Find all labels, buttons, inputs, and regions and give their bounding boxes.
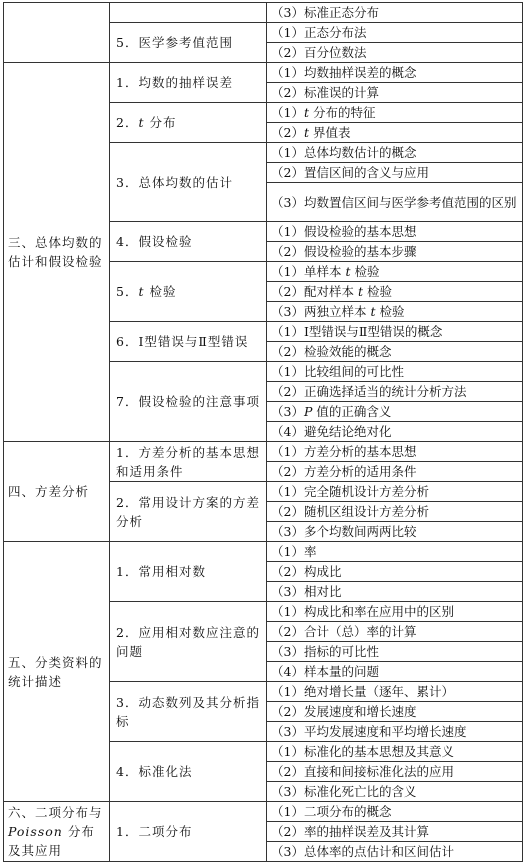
point-cell-italic: t: [303, 125, 309, 140]
topic-cell: [110, 3, 267, 23]
point-cell: [267, 402, 523, 422]
point-cell-prefix: （3）两独立样本: [271, 304, 371, 319]
point-cell: （1）方差分析的基本思想: [267, 442, 523, 462]
point-cell-italic: t: [345, 264, 351, 279]
point-cell: （1）率: [267, 542, 523, 562]
point-cell: [267, 103, 523, 123]
topic-cell-prefix: 2．: [116, 115, 139, 130]
point-cell: （2）率的抽样误差及其计算: [267, 822, 523, 842]
point-cell: （1）假设检验的基本思想: [267, 222, 523, 242]
point-cell: （2）检验效能的概念: [267, 342, 523, 362]
point-cell: （4）避免结论绝对化: [267, 422, 523, 442]
topic-cell-italic: t: [138, 284, 145, 299]
topic-cell: 1．常用相对数: [110, 542, 267, 602]
point-cell: （2）随机区组设计方差分析: [267, 502, 523, 522]
point-cell: （3）总体率的点估计和区间估计: [267, 842, 523, 862]
point-cell: （1）绝对增长量（逐年、累计）: [267, 682, 523, 702]
point-cell: （3）平均发展速度和平均增长速度: [267, 722, 523, 742]
point-cell: （1）二项分布的概念: [267, 802, 523, 822]
point-cell: （4）样本量的问题: [267, 662, 523, 682]
topic-cell: 4．标准化法: [110, 742, 267, 802]
unit-cell: [4, 3, 110, 63]
topic-cell: 2．应用相对数应注意的问题: [110, 602, 267, 682]
unit-cell: 五、分类资料的统计描述: [4, 542, 110, 802]
topic-cell: 2．常用设计方案的方差分析: [110, 482, 267, 542]
point-cell: （3）标准化死亡比的含义: [267, 782, 523, 802]
point-cell: （1）Ⅰ型错误与Ⅱ型错误的概念: [267, 322, 523, 342]
topic-cell: 4．假设检验: [110, 222, 267, 262]
point-cell-prefix: （2）: [271, 125, 304, 140]
point-cell: （1）标准化的基本思想及其意义: [267, 742, 523, 762]
point-cell-prefix: （2）配对样本: [271, 284, 358, 299]
syllabus-table: [3, 2, 523, 862]
point-cell: [267, 123, 523, 143]
point-cell: （2）百分位数法: [267, 43, 523, 63]
point-cell: （2）标准误的计算: [267, 83, 523, 103]
topic-cell-suffix: 分布: [144, 115, 177, 130]
point-cell-italic: t: [303, 105, 309, 120]
point-cell-suffix: 界值表: [308, 125, 351, 140]
point-cell: （2）正确选择适当的统计分析方法: [267, 382, 523, 402]
point-cell: （2）合计（总）率的计算: [267, 622, 523, 642]
topic-cell: 1．二项分布: [110, 802, 267, 862]
point-cell: （3）均数置信区间与医学参考值范围的区别: [267, 183, 523, 222]
point-cell: （2）置信区间的含义与应用: [267, 163, 523, 183]
table-row: [4, 802, 523, 822]
topic-cell: 6．Ⅰ型错误与Ⅱ型错误: [110, 322, 267, 362]
topic-cell-suffix: 检验: [144, 284, 177, 299]
point-cell: （1）完全随机设计方差分析: [267, 482, 523, 502]
topic-cell-italic: t: [138, 115, 145, 130]
point-cell-italic: t: [357, 284, 363, 299]
point-cell-suffix: 检验: [362, 284, 392, 299]
point-cell: （2）发展速度和增长速度: [267, 702, 523, 722]
point-cell: （2）构成比: [267, 562, 523, 582]
point-cell: [267, 302, 523, 322]
topic-cell: [110, 262, 267, 322]
topic-cell: 7．假设检验的注意事项: [110, 362, 267, 442]
point-cell: （1）正态分布法: [267, 23, 523, 43]
point-cell-suffix: 值的正确含义: [312, 404, 392, 419]
unit-cell: [4, 802, 110, 862]
topic-cell: 3．总体均数的估计: [110, 143, 267, 222]
point-cell: （3）多个均数间两两比较: [267, 522, 523, 542]
point-cell: （2）假设检验的基本步骤: [267, 242, 523, 262]
point-cell-suffix: 检验: [350, 264, 380, 279]
topic-cell: 1．均数的抽样误差: [110, 63, 267, 103]
point-cell-prefix: （3）: [271, 404, 304, 419]
table-row: [4, 542, 523, 562]
point-cell: [267, 262, 523, 282]
point-cell-italic: t: [370, 304, 376, 319]
unit-cell: 三、总体均数的估计和假设检验: [4, 63, 110, 442]
point-cell: （3）指标的可比性: [267, 642, 523, 662]
point-cell: （1）构成比和率在应用中的区别: [267, 602, 523, 622]
topic-cell: [110, 103, 267, 143]
point-cell: （3）标准正态分布: [267, 3, 523, 23]
point-cell-suffix: 分布的特征: [308, 105, 376, 120]
point-cell: （2）方差分析的适用条件: [267, 462, 523, 482]
unit-cell-suffix: 分布及其应用: [8, 824, 95, 858]
point-cell: [267, 282, 523, 302]
point-cell-italic: P: [303, 404, 313, 419]
topic-cell-prefix: 5．: [116, 284, 139, 299]
unit-cell: 四、方差分析: [4, 442, 110, 542]
point-cell-prefix: （1）: [271, 105, 304, 120]
table-row: [4, 3, 523, 23]
unit-cell-italic: Poisson: [8, 824, 63, 839]
point-cell: （2）直接和间接标准化法的应用: [267, 762, 523, 782]
point-cell: （1）均数抽样误差的概念: [267, 63, 523, 83]
topic-cell: 1．方差分析的基本思想和适用条件: [110, 442, 267, 482]
point-cell: （3）相对比: [267, 582, 523, 602]
point-cell: （1）总体均数估计的概念: [267, 143, 523, 163]
point-cell-prefix: （1）单样本: [271, 264, 346, 279]
topic-cell: 5．医学参考值范围: [110, 23, 267, 63]
point-cell-suffix: 检验: [375, 304, 405, 319]
topic-cell: 3．动态数列及其分析指标: [110, 682, 267, 742]
table-row: [4, 442, 523, 462]
unit-cell-prefix: 六、二项分布与: [8, 805, 103, 820]
point-cell: （1）比较组间的可比性: [267, 362, 523, 382]
table-row: [4, 63, 523, 83]
